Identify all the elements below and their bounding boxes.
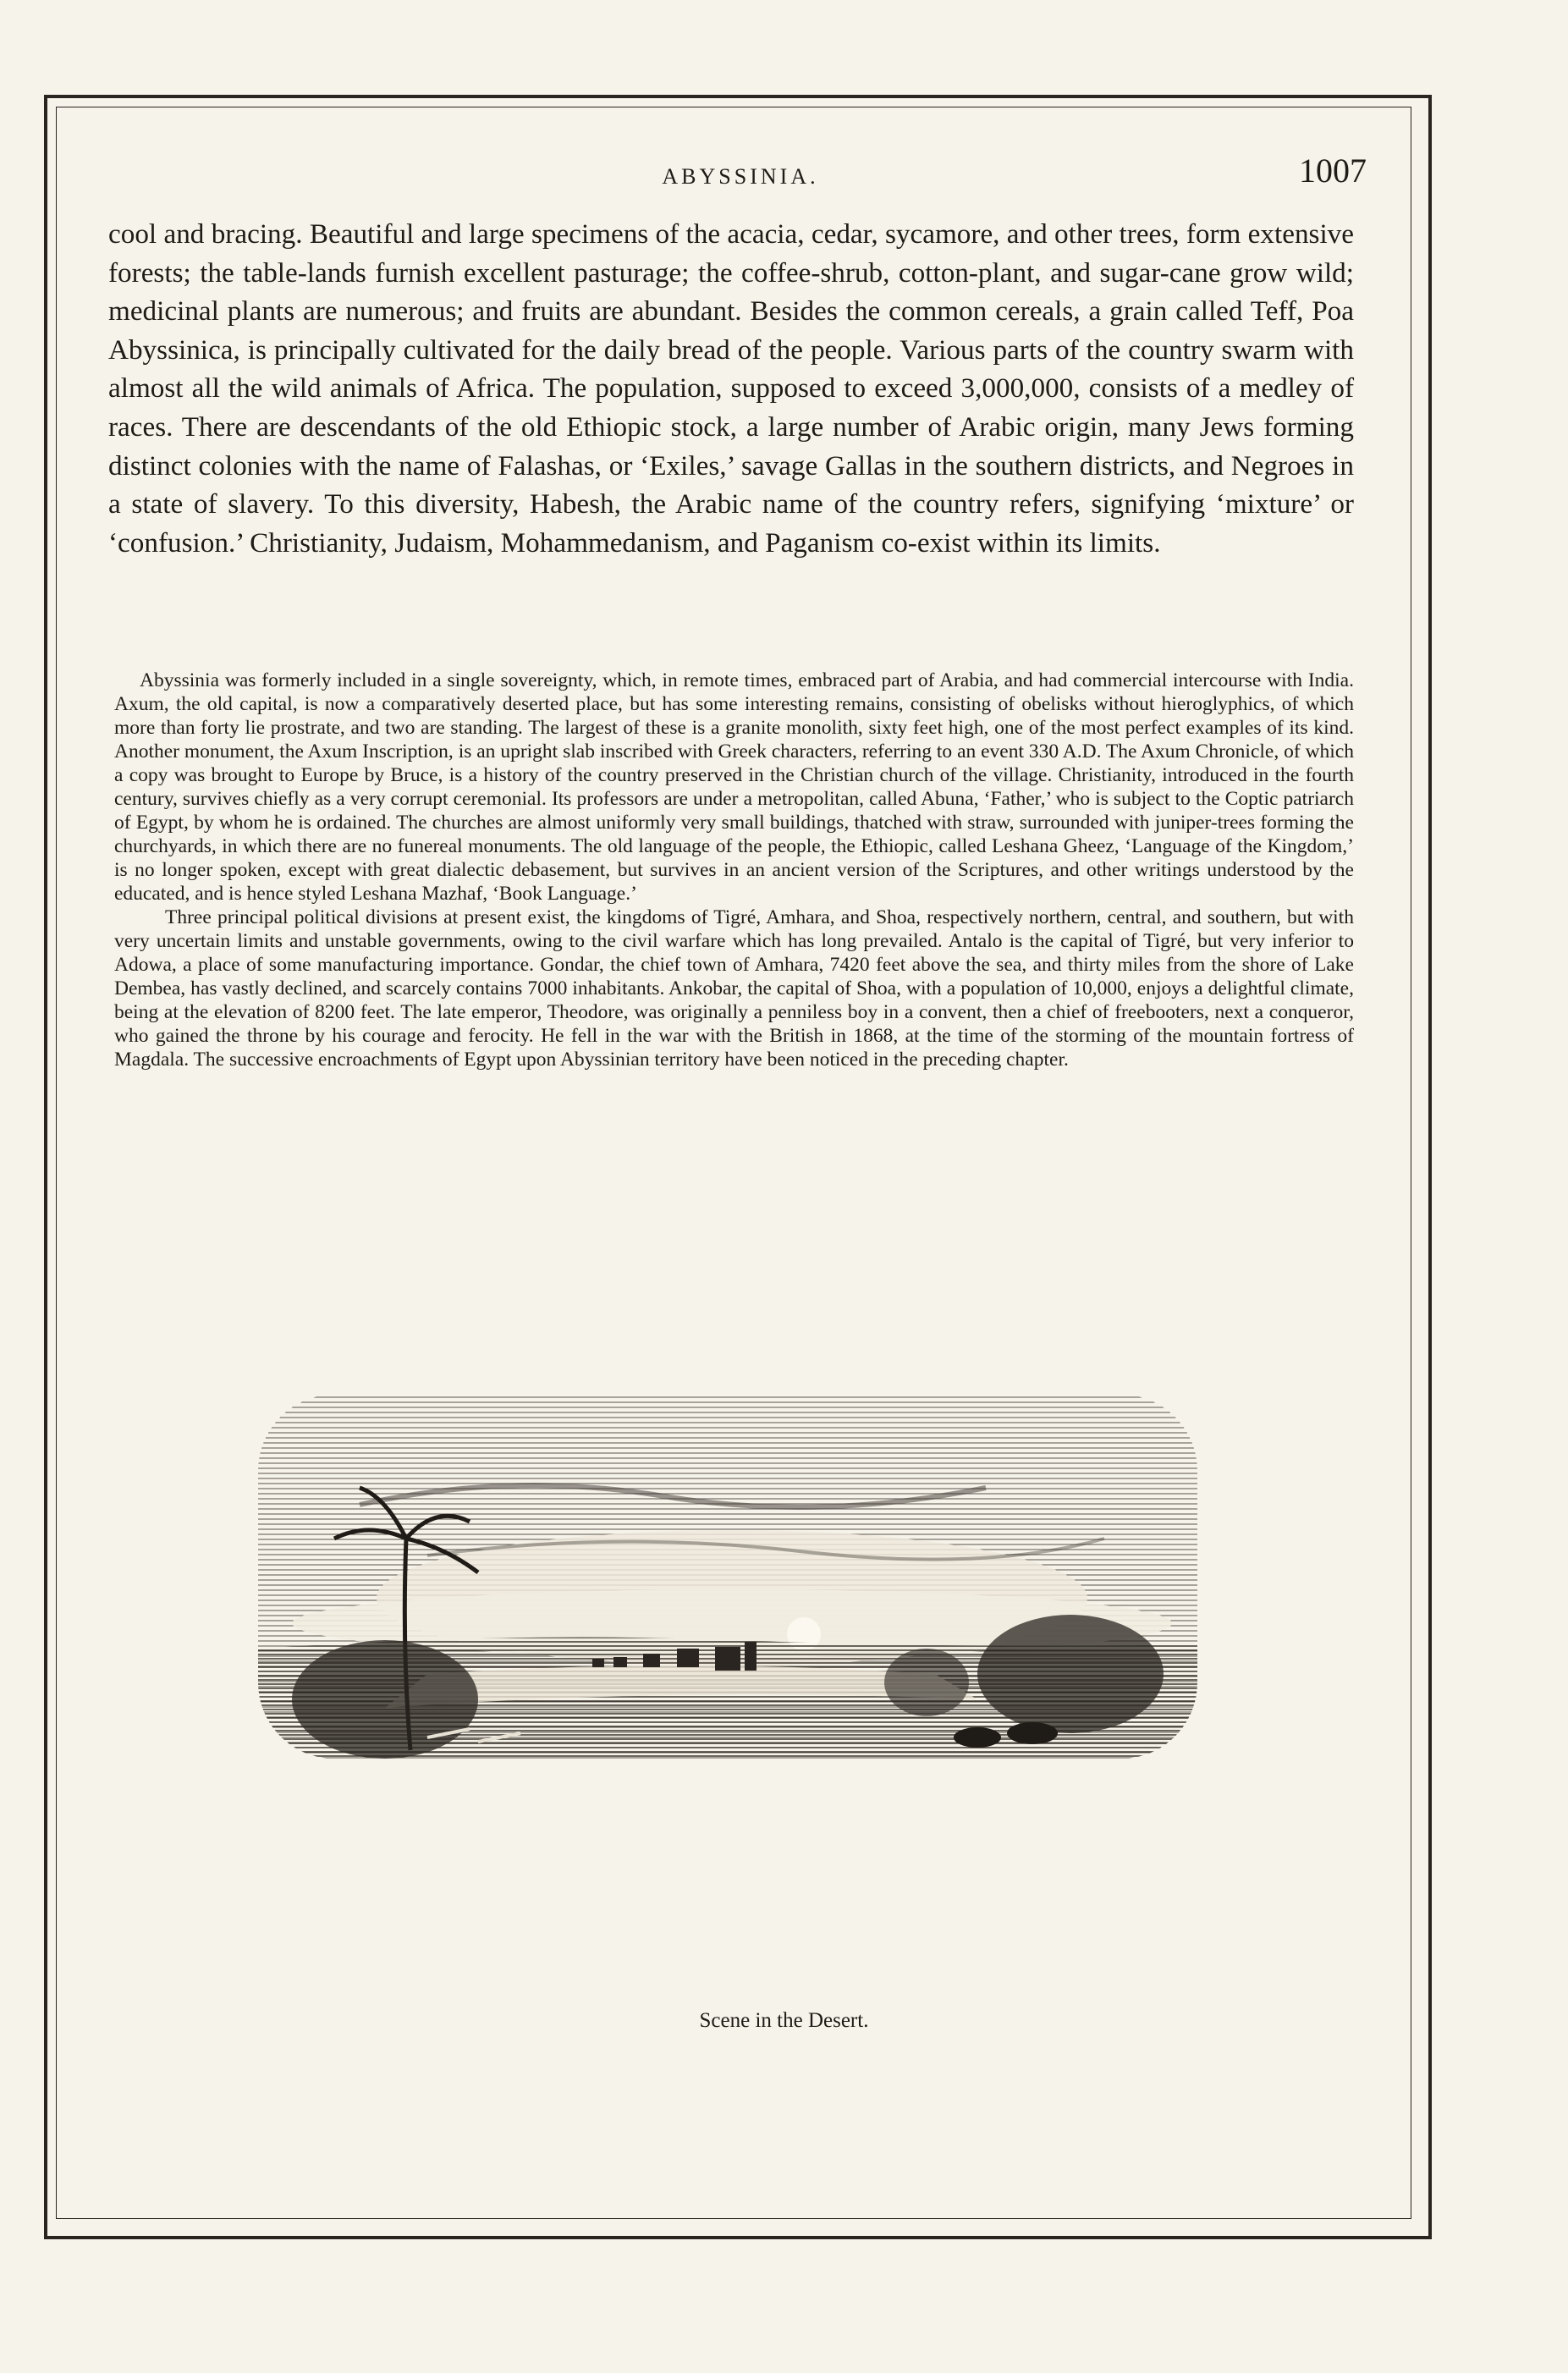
page-header [114,151,1367,201]
page-number: 1007 [1299,151,1367,190]
main-paragraph: cool and bracing. Beautiful and large specimens of the acacia, cedar, sycamore, and other trees, form extensive forests; the table-lands furnish excellent pasturage; the coffee-shrub, cotton-plant, and sugar-cane grow wild; medicinal plants are numerous; and fruits are abundant. Besides the common cereals, a grain called Teff, Poa Abyssinica, is principally cultivated for the daily bread of the people. Various parts of the country swarm with almost all the wild animals of Africa. The population, supposed to exceed 3,000,000, consists of a medley of races. There are descendants of the old Ethiopic stock, a large number of Arabic origin, many Jews forming distinct colonies with the name of Falashas, or ‘Exiles,’ savage Gallas in the southern districts, and Negroes in a state of slavery. To this diversity, Habesh, the Arabic name of the country refers, signifying ‘mixture’ or ‘confusion.’ Christianity, Judaism, Mohammedanism, and Paganism co-exist within its limits. [108,218,1354,559]
figure-caption: Scene in the Desert. [699,2009,869,2032]
desert-scene-engraving [258,1395,1197,1759]
small-text-block [114,669,1354,1071]
running-title: ABYSSINIA. [662,164,819,189]
small-paragraph-2: Three principal political divisions at present exist, the kingdoms of Tigré, Amhara, and Shoa, respectively northern, central, and southern, but with very uncertain limits and unstable governments, owing to the civil warfare which has long prevailed. Antalo is the capital of Tigré, but very inferior to Adowa, a place of some manufacturing importance. Gondar, the chief town of Amhara, 7420 feet above the sea, and thirty miles from the shore of Lake Dembea, has vastly declined, and scarcely contains 7000 inhabitants. Ankobar, the capital of Shoa, with a population of 10,000, enjoys a delightful climate, being at the elevation of 8200 feet. The late emperor, Theodore, was originally a penniless boy in a convent, then a chief of freebooters, next a conqueror, who gained the throne by his courage and ferocity. He fell in the war with the British in 1868, at the time of the storming of the mountain fortress of Magdala. The successive encroachments of Egypt upon Abyssinian territory have been noticed in the preceding chapter. [114,906,1354,1071]
small-paragraph-1: Abyssinia was formerly included in a single sovereignty, which, in remote times, embraced part of Arabia, and had commercial intercourse with India. Axum, the old capital, is now a comparatively deserted place, but has some interesting remains, consisting of obelisks without hieroglyphics, of which more than forty lie prostrate, and two are standing. The largest of these is a granite monolith, sixty feet high, one of the most perfect examples of its kind. Another monument, the Axum Inscription, is an upright slab inscribed with Greek characters, referring to an event 330 A.D. The Axum Chronicle, of which a copy was brought to Europe by Bruce, is a history of the country preserved in the Christian church of the village. Christianity, introduced in the fourth century, survives chiefly as a very corrupt ceremonial. Its professors are under a metropolitan, called Abuna, ‘Father,’ who is subject to the Coptic patriarch of Egypt, by whom he is ordained. The churches are almost uniformly very small buildings, thatched with straw, surrounded with juniper-trees forming the churchyards, in which there are no funereal monuments. The old language of the people, the Ethiopic, called Leshana Gheez, ‘Language of the Kingdom,’ is no longer spoken, except with great dialectic debasement, but survives in an ancient version of the Scriptures, and other writings understood by the educated, and is hence styled Leshana Mazhaf, ‘Book Language.’ [114,669,1354,905]
